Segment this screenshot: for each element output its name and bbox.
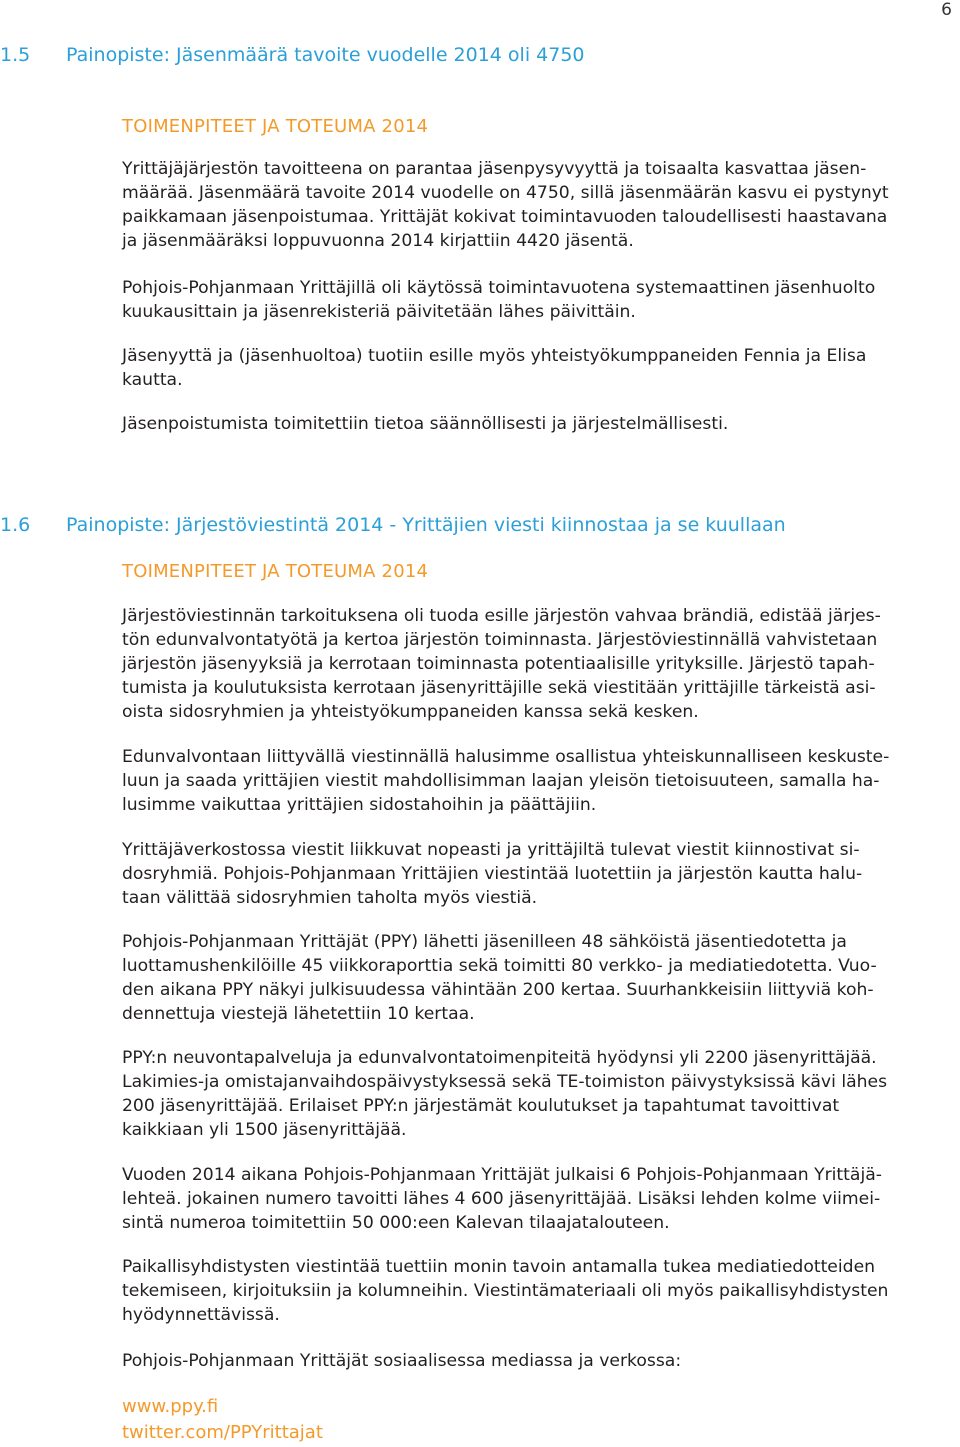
text-line: 200 jäsenyrittäjää. Erilaiset PPY:n järjestämät koulutukset ja tapahtumat tavoittivat [122, 1096, 840, 1116]
text-line: lusimme vaikuttaa yrittäjien sidostahoihin ja päättäjiin. [122, 795, 597, 815]
text-line: kaikkiaan yli 1500 jäsenyrittäjää. [122, 1120, 407, 1140]
section-15-title: Painopiste: Jäsenmäärä tavoite vuodelle 2014 oli 4750 [66, 44, 585, 66]
page-number: 6 [941, 0, 952, 20]
section-15-paragraph-4 [122, 412, 954, 436]
text-line: Jäsenpoistumista toimitettiin tietoa säännöllisesti ja järjestelmällisesti. [122, 414, 729, 434]
social-links [122, 1394, 323, 1446]
text-line: Pohjois-Pohjanmaan Yrittäjillä oli käytössä toimintavuotena systemaattinen jäsenhuolto [122, 278, 876, 298]
text-line: tumista ja koulutuksista kerrotaan jäsenyrittäjille sekä viestitään yrittäjille tärkeistä asi- [122, 678, 876, 698]
section-16-paragraph-6 [122, 1163, 954, 1235]
text-line: Lakimies-ja omistajanvaihdospäivystyksessä sekä TE-toimiston päivystyksissä kävi lähes [122, 1072, 888, 1092]
section-15-number: 1.5 [0, 44, 31, 66]
section-16-title: Painopiste: Järjestöviestintä 2014 - Yrittäjien viesti kiinnostaa ja se kuullaan [66, 514, 786, 536]
text-line: Paikallisyhdistysten viestintää tuettiin monin tavoin antamalla tukea mediatiedotteiden [122, 1257, 876, 1277]
text-line: Pohjois-Pohjanmaan Yrittäjät (PPY) lähetti jäsenilleen 48 sähköistä jäsentiedotetta ja [122, 932, 847, 952]
section-16-paragraph-2 [122, 745, 954, 817]
section-16-subheading: TOIMENPITEET JA TOTEUMA 2014 [122, 561, 429, 582]
text-line: Yrittäjäverkostossa viestit liikkuvat nopeasti ja yrittäjiltä tulevat viestit kiinnostivat si- [122, 840, 860, 860]
section-16-number: 1.6 [0, 514, 31, 536]
text-line: oista sidosryhmien ja yhteistyökumppaneiden kanssa sekä kesken. [122, 702, 699, 722]
text-line: ja jäsenmääräksi loppuvuonna 2014 kirjattiin 4420 jäsentä. [122, 231, 634, 251]
text-line: tekemiseen, kirjoituksiin ja kolumneihin. Viestintämateriaali oli myös paikallisyhdistysten [122, 1281, 889, 1301]
text-line: Jäsenyyttä ja (jäsenhuoltoa) tuotiin esille myös yhteistyökumppaneiden Fennia ja Elisa [122, 346, 867, 366]
section-16-paragraph-4 [122, 930, 954, 1026]
section-15-subheading: TOIMENPITEET JA TOTEUMA 2014 [122, 116, 429, 137]
text-line: luun ja saada yrittäjien viestit mahdollisimman laajan yleisön tietoisuuteen, samalla ha- [122, 771, 880, 791]
text-line: dosryhmiä. Pohjois-Pohjanmaan Yrittäjien viestintää luotettiin ja järjestön kautta halu- [122, 864, 863, 884]
text-line: Yrittäjäjärjestön tavoitteena on parantaa jäsenpysyvyyttä ja toisaalta kasvattaa jäsen- [122, 159, 867, 179]
text-line: kautta. [122, 370, 183, 390]
text-line: tön edunvalvontatyötä ja kertoa järjestön toiminnasta. Järjestöviestinnällä vahvistetaan [122, 630, 878, 650]
text-line: PPY:n neuvontapalveluja ja edunvalvontatoimenpiteitä hyödynsi yli 2200 jäsenyrittäjää. [122, 1048, 877, 1068]
section-16-heading [0, 514, 960, 536]
text-line: dennettuja viestejä lähetettiin 10 kertaa. [122, 1004, 475, 1024]
text-line: taan välittää sidosryhmien taholta myös viestiä. [122, 888, 538, 908]
text-line: Edunvalvontaan liittyvällä viestinnällä halusimme osallistua yhteiskunnalliseen keskuste- [122, 747, 890, 767]
text-line: paikkamaan jäsenpoistumaa. Yrittäjät kokivat toimintavuoden taloudellisesti haastavana [122, 207, 888, 227]
text-line: den aikana PPY näkyi julkisuudessa vähintään 200 kertaa. Suurhankkeisiin liittyviä koh- [122, 980, 874, 1000]
text-line: Vuoden 2014 aikana Pohjois-Pohjanmaan Yrittäjät julkaisi 6 Pohjois-Pohjanmaan Yrittäjä- [122, 1165, 882, 1185]
website-link[interactable]: www.ppy.fi [122, 1396, 219, 1417]
section-15-paragraph-1 [122, 157, 954, 253]
section-16-paragraph-7 [122, 1255, 954, 1327]
section-16-paragraph-8 [122, 1349, 954, 1373]
section-16-paragraph-5 [122, 1046, 954, 1142]
text-line: hyödynnettävissä. [122, 1305, 280, 1325]
section-15-paragraph-2 [122, 276, 954, 324]
section-15-paragraph-3 [122, 344, 954, 392]
text-line: luottamushenkilöille 45 viikkoraporttia sekä toimitti 80 verkko- ja mediatiedotetta. Vuo- [122, 956, 877, 976]
section-16-paragraph-3 [122, 838, 954, 910]
section-16-paragraph-1 [122, 604, 954, 724]
text-line: määrää. Jäsenmäärä tavoite 2014 vuodelle on 4750, sillä jäsenmäärän kasvu ei pystynyt [122, 183, 889, 203]
text-line: kuukausittain ja jäsenrekisteriä päivitetään lähes päivittäin. [122, 302, 636, 322]
section-15-heading [0, 44, 960, 66]
text-line: Järjestöviestinnän tarkoituksena oli tuoda esille järjestön vahvaa brändiä, edistää järjes- [122, 606, 881, 626]
text-line: järjestön jäsenyyksiä ja kerrotaan toiminnasta potentiaalisille yrityksille. Järjestö tapah- [122, 654, 875, 674]
twitter-link[interactable]: twitter.com/PPYrittajat [122, 1422, 323, 1443]
text-line: Pohjois-Pohjanmaan Yrittäjät sosiaalisessa mediassa ja verkossa: [122, 1351, 682, 1371]
text-line: lehteä. jokainen numero tavoitti lähes 4 600 jäsenyrittäjää. Lisäksi lehden kolme viimei- [122, 1189, 881, 1209]
text-line: sintä numeroa toimitettiin 50 000:een Kalevan tilaajatalouteen. [122, 1213, 670, 1233]
